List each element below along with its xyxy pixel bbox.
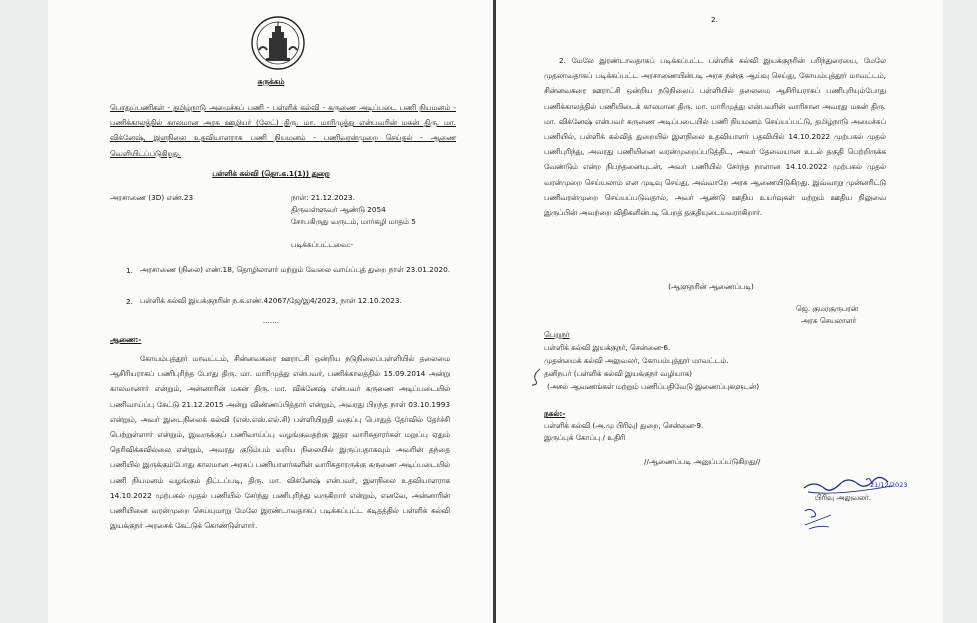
reference-number: 1. — [126, 266, 133, 275]
order-body: கோயம்புத்தூர் மாவட்டம், சின்னவகரை ஊராட்சி ஒன்றிய நடுநிலைப்பள்ளியில் தலைமை ஆசிரியராகப் பணிபுரிந்த போது திரு. மா. மாரிமுத்து என்பவர், பணிக்காலத்தில் 15.09.2014 அன்று காலமானார் என்றும், அன்னாரின் மகன் திரு. மா. விக்னேஷ் என்பவர் கருணை அடிப்படையில் பணிவாய்ப்பு கேட்டு 21.12.2015 அன்று விண்ணப்பித்தார் என்றும், அவரது பிறந்த நாள் 03.10.1993 என்றும், அவர் இடைநிலைக் கல்வி (எஸ்.எஸ்.எல்.சி) பள்ளியிறுதி வகுப்பு பொதுத் தேர்வில் தேர்ச்சி பெற்றுள்ளார் என்றும், இவருக்குப் பணிவாய்ப்பு வழங்குவதற்கு இதர வாரிசுதாரர்கள் மறுப்பு ஏதும் தெரிவிக்கவில்லை என்றும், அவரது குடும்பம் வறிய நிலையில் இருப்பதாகவும் அவரின் தந்தை பணியில் இருக்கும்போது காலமான அரசுப் பணியாளர்களின் வாரிசுதாரருக்கு கருணை அடிப்படையில் பணி நியமனம் வழங்கும் திட்டப்படி, திரு. மா. விக்னேஷ் என்பவர், இளநிலை உதவியாளராக 14.10.2022 முற்பகல் முதல் பணியில் சேர்ந்து பணிபுரிந்து வருகிறார் என்றும், எனவே, அன்னாரின் பணியினை வரன்முறை செய்யுமாறு மேலே இரண்டாவதாகப் படிக்கப்பட்ட கடிதத்தில் பள்ளிக் கல்வி இயக்குநர் அரசைக் கேட்டுக் கொண்டுள்ளார். — [110, 354, 450, 531]
reference-number: 2. — [126, 297, 133, 306]
left-margin — [0, 0, 48, 623]
document-page-2 — [496, 0, 943, 623]
recipient-item: தனிநபர் (பள்ளிக் கல்வி இயக்குநர் வழியாக) — [544, 369, 693, 378]
document-page-1 — [48, 0, 494, 623]
copy-label: நகல்:- — [544, 409, 566, 418]
copy-item: இருப்புக் கோப்பு / உதிரி — [544, 433, 626, 442]
order-number: அரசாணை (3D) எண்.23 — [110, 193, 194, 202]
separator: ....... — [262, 316, 280, 325]
recipient-item: முதன்மைக் கல்வி அலுவலர், கோயம்புத்தூர் மாவட்டம். — [544, 356, 729, 365]
section-officer: பிரிவு அலுவலர். — [815, 493, 872, 502]
signatory-name: ஜெ. குமரகுருபரன் — [796, 304, 858, 313]
recipients-label: பெறுநர் — [544, 330, 570, 339]
order-date-tamil-year: திருவள்ளுவர் ஆண்டு 2054 — [291, 205, 386, 214]
by-order-line: (ஆளுநரின் ஆணைப்படி) — [668, 282, 754, 291]
reference-text: அரசாணை (நிலை) எண்.18, தொழிலாளர் மற்றும் வேலை வாய்ப்புத் துறை நாள் 23.01.2020. — [140, 265, 451, 274]
page-number: 2. — [711, 15, 718, 24]
summary-text: பொதுப்பணிகள் - தமிழ்நாடு அமைச்சுப் பணி - பள்ளிக் கல்வி - கருணை அடிப்படை பணி நியமனம் - பணிக்காலத்தில் காலமான அரசு ஊழியர் (லேட்) திரு. மா. மாரிமுத்து என்பவரின் மகன் திரு. மா. விக்னேஷ், இளநிலை உதவியாளராக பணி நியமனம் - பணிவரன்முறை செய்தல் - ஆணை வெளியிடப்படுகிறது. — [110, 103, 456, 158]
read-label: படிக்கப்பட்டவை:- — [291, 240, 354, 249]
reference-text: பள்ளிக் கல்வி இயக்குநரின் ந.க.எண்.42067/ஜே/இ4/2023, நாள் 12.10.2023. — [140, 296, 402, 305]
state-emblem-icon — [249, 14, 307, 72]
handwritten-mark-icon — [526, 367, 546, 387]
copy-item: பள்ளிக் கல்வி (அ.மு பிரிவு) துறை, சென்னை-9. — [544, 421, 704, 430]
initials-icon — [801, 505, 841, 533]
order-date: நாள்: 21.12.2023. — [291, 193, 355, 202]
recipient-item: பள்ளிக் கல்வி இயக்குநர், சென்னை-6. — [544, 343, 671, 352]
recipient-item: (அசல் ஆவணங்கள் மற்றும் பணிப்பதிவேடு இணைப்புகளுடன்) — [547, 382, 760, 391]
signature-date: 21/12/2023 — [870, 481, 908, 489]
department-title: பள்ளிக் கல்வி (தொ.க.1(1)) துறை — [212, 169, 330, 178]
paragraph-2: 2. மேலே இரண்டாவதாகப் படிக்கப்பட்ட பள்ளிக் கல்வி இயக்குநரின் பரிந்துரையை, மேலே முதலாவதாகப் படிக்கப்பட்ட அரசாணையின்படி அரசு நன்கு ஆய்வு செய்து, கோயம்புத்தூர் மாவட்டம், சின்னவகரை ஊராட்சி ஒன்றிய நடுநிலைப் பள்ளியில் தலைமை ஆசிரியராகப் பணிபுரியும்போது பணிக்காலத்தில் பணியிடைக் காலமான திரு. மா. மாரிமுத்து என்பவரின் வாரிசான அவரது மகன் திரு. மா. விக்னேஷ் என்பவர் கருணை அடிப்படையில் பணி நியமனம் செய்யப்பட்டு, தமிழ்நாடு அமைச்சுப் பணியில், பள்ளிக் கல்வித் துறையில் இளநிலை உதவியாளர் பதவியில் 14.10.2022 முற்பகல் முதல் பணிபுரிந்து, அவரது பணியினை வரன்முறைப்படுத்திட, அவர் தேவையான உடல் தகுதி பெற்றிருக்க வேண்டும் என்ற நிபந்தனையுடன், அவர் பணியில் சேர்ந்த நாளான 14.10.2022 முற்பகல் முதல் வரன்முறை செய்யலாம் என முடிவு செய்து, அவ்வாறே அரசு ஆணையிடுகிறது. இவ்வாறு முன்னரிட்டு பணிவரன்முறை செய்யப்படுவதால், அவர் ஆண்டு ஊதிய உயர்வுகள் மற்றும் ஊதிய நிலுவை இருப்பின் அவற்றை விதிகளின்படி பெறத் தகுதியுடையவராகிறார். — [544, 56, 886, 218]
order-label: ஆணை:- — [110, 335, 142, 344]
forwarded-line: //ஆணைப்படி அனுப்பப்படுகிறது// — [644, 457, 761, 466]
signatory-title: அரசு செயலாளர் — [801, 316, 857, 325]
right-margin — [943, 0, 977, 623]
order-date-tamil-month: சோபகிருது வருடம், மார்கழி மாதம் 5 — [291, 217, 416, 226]
header-title: சுருக்கம் — [257, 77, 285, 86]
